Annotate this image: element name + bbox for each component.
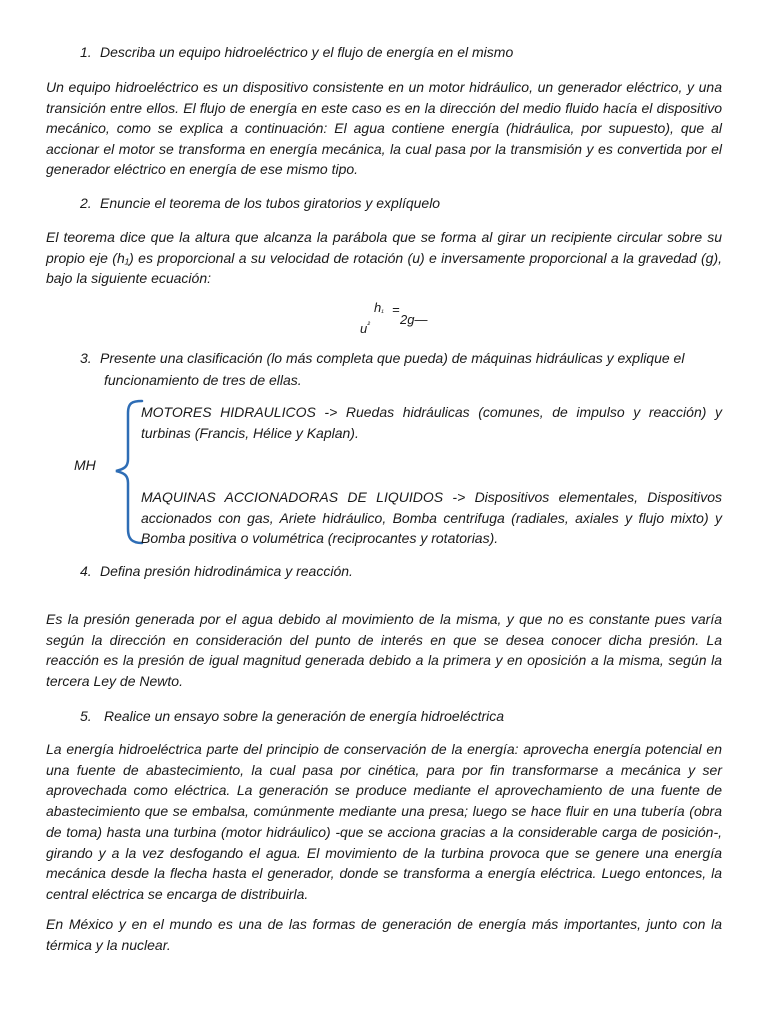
question-1-number: 1. <box>80 44 92 60</box>
question-3-line1: Presente una clasificación (lo más completa que pueda) de máquinas hidráulicas y explique el <box>100 350 685 366</box>
answer-4: Es la presión generada por el agua debido al movimiento de la misma, y que no es constante pues varía según la dirección en consideración del punto de interés en que se desea conocer dicha presión. La reacción es la presión de igual magnitud generada debido a la primera y en oposición a la misma, según la tercera Ley de Newto. <box>46 611 722 690</box>
answer-5-paragraph-2: En México y en el mundo es una de las formas de generación de energía más importantes, junto con la térmica y la nuclear. <box>46 916 722 953</box>
classification-brace-icon <box>104 397 146 547</box>
question-5-number: 5. <box>80 708 92 724</box>
question-1 <box>80 42 513 63</box>
answer-2: El teorema dice que la altura que alcanza la parábola que se forma al girar un recipiente circular sobre su propio eje (h₁) es proporcional a su velocidad de rotación (u) e inversamente proporcional a la gravedad (g), bajo la siguiente ecuación: <box>46 229 722 286</box>
equation-h: h₁ <box>374 300 384 315</box>
question-3-line2: funcionamiento de tres de ellas. <box>104 372 302 388</box>
question-5-text: Realice un ensayo sobre la generación de energía hidroeléctrica <box>104 708 505 724</box>
question-2 <box>80 193 440 214</box>
question-2-text: Enuncie el teorema de los tubos giratorios y explíquelo <box>100 195 441 211</box>
equation-rhs: 2g— <box>400 312 428 327</box>
classification-item-motores: MOTORES HIDRAULICOS -> Ruedas hidráulicas (comunes, de impulso y reacción) y turbinas (Francis, Hélice y Kaplan). <box>141 404 722 441</box>
question-5 <box>80 706 504 727</box>
equation-u: $u^{^2}$ <box>360 320 370 336</box>
question-4-number: 4. <box>80 563 92 579</box>
question-4 <box>80 561 353 582</box>
equation-equals: = <box>392 302 400 317</box>
rotation-equation <box>360 300 450 336</box>
answer-5-paragraph-1: La energía hidroeléctrica parte del principio de conservación de la energía: aprovecha energía potencial en una fuente de abastecimiento, la cual pasa por cinética, para por fin transformarse a mecánica y ser aprovechada como eléctrica. La generación se produce mediante el aprovechamiento de una fuente de abastecimiento que se embalsa, comúnmente mediante una presa; luego se hace fluir en una tubería (obra de toma) hasta una turbina (motor hidráulico) -que se acciona gracias a la considerable carga de posición-, girando y a la vez desfogando el agua. El movimiento de la turbina provoca que se genere una energía mecánica desde la flecha hasta el generador, donde se transforma a energía eléctrica. Luego entonces, la central eléctrica se encarga de distribuirla. <box>46 741 722 902</box>
question-4-text: Defina presión hidrodinámica y reacción. <box>100 563 353 579</box>
question-2-number: 2. <box>80 195 92 211</box>
classification-label: MH <box>74 457 96 473</box>
classification-item-maquinas: MAQUINAS ACCIONADORAS DE LIQUIDOS -> Dispositivos elementales, Dispositivos accionados con gas, Ariete hidráulico, Bomba centrifuga (radiales, axiales y flujo mixto) y Bomba positiva o volumétrica (reciprocantes y rotatorias). <box>141 489 722 546</box>
answer-1: Un equipo hidroeléctrico es un dispositivo consistente en un motor hidráulico, un generador eléctrico, y una transición entre ellos. El flujo de energía en este caso es en la dirección del medio fluido hacía el dispositivo mecánico, como se explica a continuación: El agua contiene energía (hidráulica, por supuesto), que al accionar el motor se transforma en energía mecánica, la cual pasa por la transmisión y es convertida por el generador eléctrico en energía de ese mismo tipo. <box>46 79 722 177</box>
question-3-number: 3. <box>80 350 92 366</box>
question-1-text: Describa un equipo hidroeléctrico y el flujo de energía en el mismo <box>100 44 514 60</box>
question-3 <box>80 348 684 369</box>
